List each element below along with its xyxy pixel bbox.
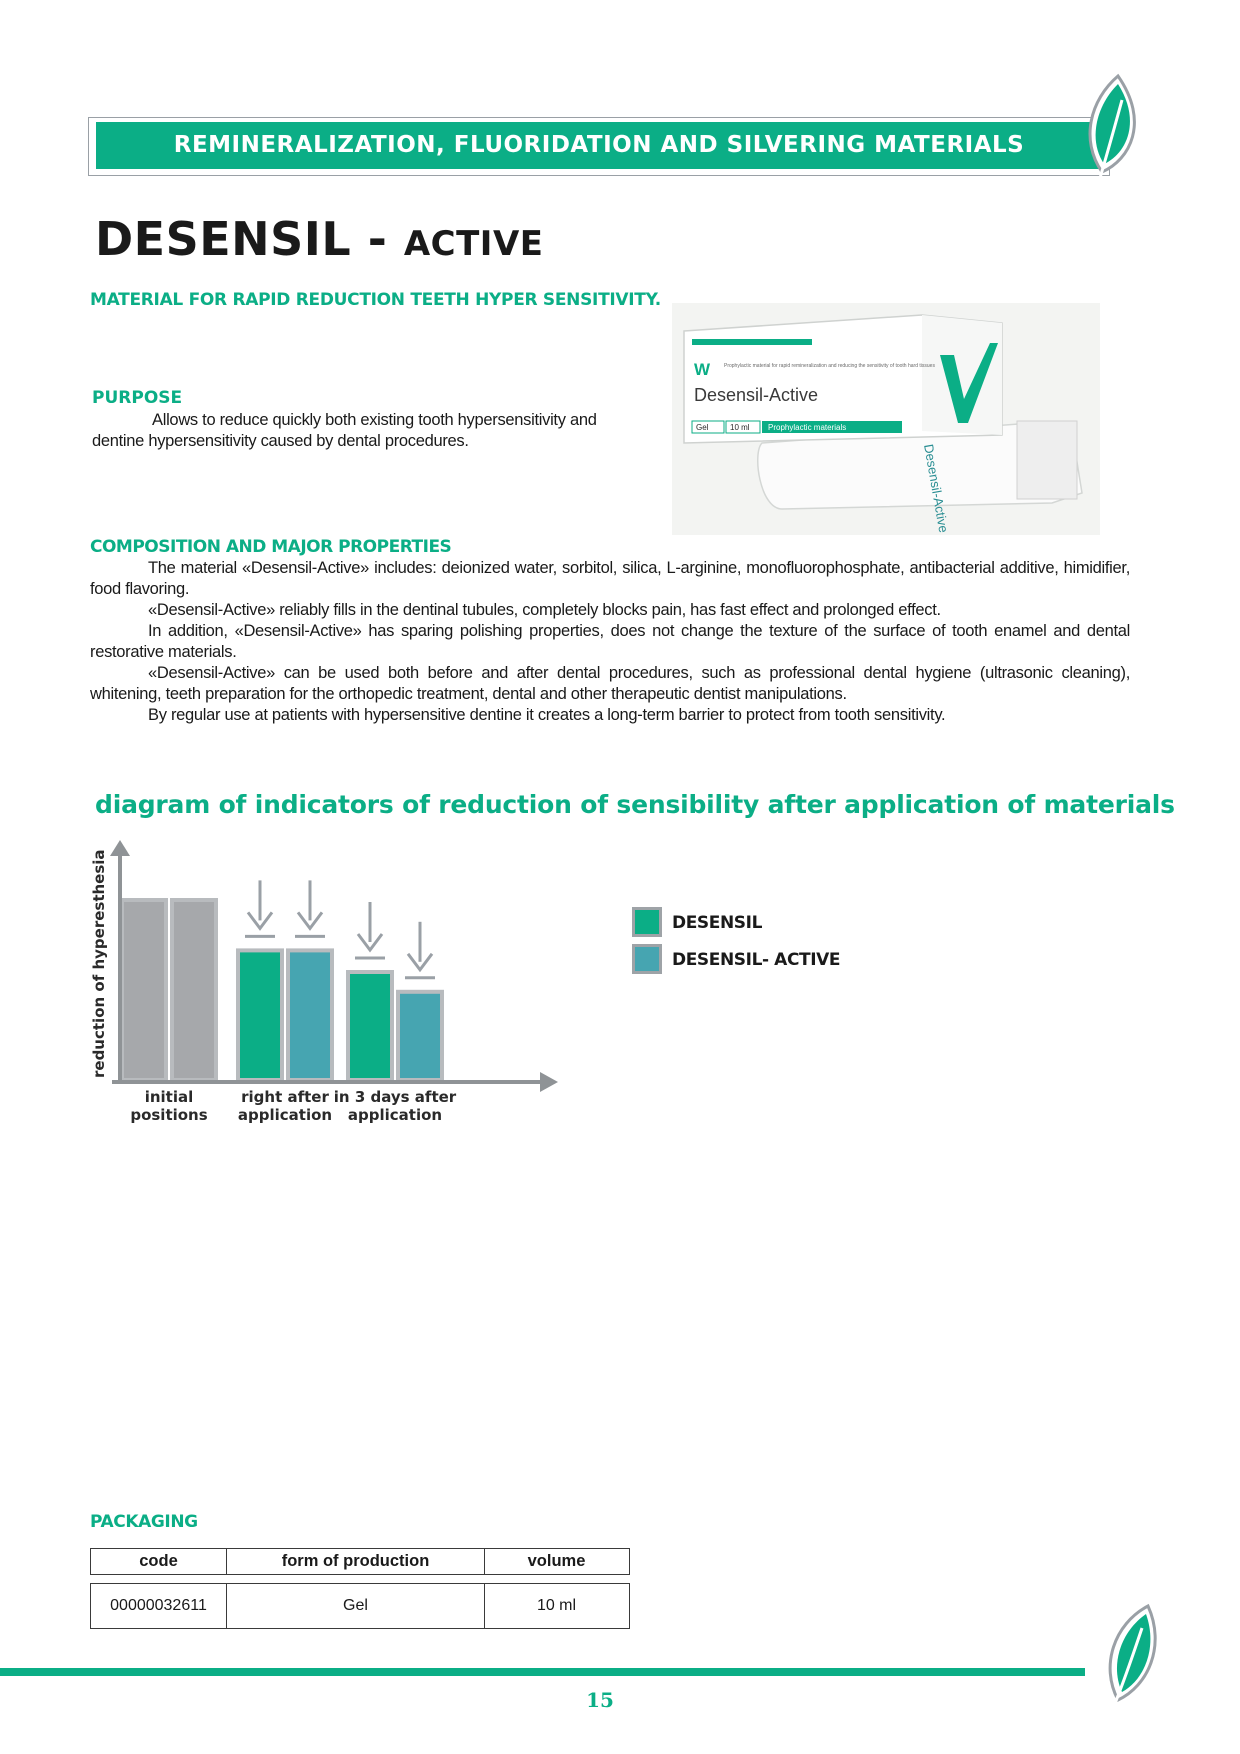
box-logo: W xyxy=(694,360,711,379)
chart-category-label: application xyxy=(237,1106,333,1124)
composition-paragraph: «Desensil-Active» reliably fills in the dentinal tubules, completely blocks pain, has fast effect and prolonged effect. xyxy=(148,601,941,619)
product-subtitle: MATERIAL FOR RAPID REDUCTION TEETH HYPER SENSITIVITY. xyxy=(90,290,661,310)
box-category: Prophylactic materials xyxy=(768,423,847,432)
table-cell-form: Gel xyxy=(226,1584,484,1628)
tube-label: Desensil-Active xyxy=(921,442,952,534)
legend-label-desensil-active: DESENSIL- ACTIVE xyxy=(672,950,841,970)
product-name-suffix: ACTIVE xyxy=(403,224,544,264)
bar-chart xyxy=(80,840,600,1160)
table-header-cell: form of production xyxy=(226,1549,484,1574)
purpose-heading: PURPOSE xyxy=(92,388,183,408)
purpose-text xyxy=(92,410,642,452)
chart-bar xyxy=(348,972,392,1080)
table-row xyxy=(90,1583,630,1629)
chart-y-label: reduction of hyperesthesia xyxy=(90,849,108,1078)
chart-category-label: application xyxy=(347,1106,443,1124)
product-image xyxy=(672,303,1100,535)
composition-paragraph: By regular use at patients with hypersensitive dentine it creates a long-term barrier to protect from tooth sensitivity. xyxy=(148,706,946,724)
composition-body xyxy=(90,558,1130,726)
box-brand-name: Desensil-Active xyxy=(694,385,819,405)
table-header-row xyxy=(90,1548,630,1575)
chart-x-axis-arrow xyxy=(540,1072,558,1092)
diagram-title: diagram of indicators of reduction of sensibility after application of materials xyxy=(95,790,1175,819)
chart-bar xyxy=(238,950,282,1080)
product-title xyxy=(95,212,544,266)
legend-label-desensil: DESENSIL xyxy=(672,913,763,933)
product-name-main: DESENSIL - xyxy=(95,212,404,266)
chart-category-label: initial xyxy=(144,1088,194,1106)
composition-paragraph: The material «Desensil-Active» includes: deionized water, sorbitol, silica, L-arginine, monofluorophosphate, antibacterial additive, himidifier, food flavoring. xyxy=(90,559,1130,598)
table-header-cell: code xyxy=(139,1552,178,1570)
chart-category-label: in 3 days after xyxy=(333,1088,457,1106)
table-header-cell: volume xyxy=(484,1549,628,1574)
chart-category-label: positions xyxy=(130,1106,208,1124)
leaf-icon xyxy=(1070,70,1165,185)
chart-bar xyxy=(122,900,166,1080)
purpose-text-content: Allows to reduce quickly both existing tooth hypersensitivity and dentine hypersensitivity caused by dental procedures. xyxy=(92,411,597,450)
section-header-title: REMINERALIZATION, FLUORIDATION AND SILVERING MATERIALS xyxy=(173,132,1025,158)
table-cell-volume: 10 ml xyxy=(484,1584,628,1628)
composition-heading: COMPOSITION AND MAJOR PROPERTIES xyxy=(90,537,452,557)
chart-bar xyxy=(172,900,216,1080)
box-volume: 10 ml xyxy=(730,423,750,432)
chart-bar xyxy=(288,950,332,1080)
leaf-icon-footer xyxy=(1092,1600,1172,1708)
footer-rule xyxy=(0,1668,1085,1676)
legend-swatch-desensil xyxy=(632,907,662,937)
chart-y-axis-arrow xyxy=(110,840,130,856)
composition-paragraph: «Desensil-Active» can be used both before and after dental procedures, such as professional dental hygiene (ultrasonic cleaning), whitening, teeth preparation for the orthopedic treatment, dental and other therapeutic dentist manipulations. xyxy=(90,664,1130,703)
chart-bar xyxy=(398,992,442,1080)
chart-category-label: right after xyxy=(241,1088,329,1106)
table-cell-code: 00000032611 xyxy=(110,1597,207,1614)
box-small-text: Prophylactic material for rapid remineralization and reducing the sensitivity of tooth hard tissues xyxy=(724,363,935,369)
legend-swatch-desensil-active xyxy=(632,944,662,974)
composition-paragraph: In addition, «Desensil-Active» has sparing polishing properties, does not change the texture of the surface of tooth enamel and dental restorative materials. xyxy=(90,622,1130,661)
box-form: Gel xyxy=(696,423,709,432)
page-number: 15 xyxy=(586,1688,614,1712)
packaging-heading: PACKAGING xyxy=(90,1512,198,1532)
